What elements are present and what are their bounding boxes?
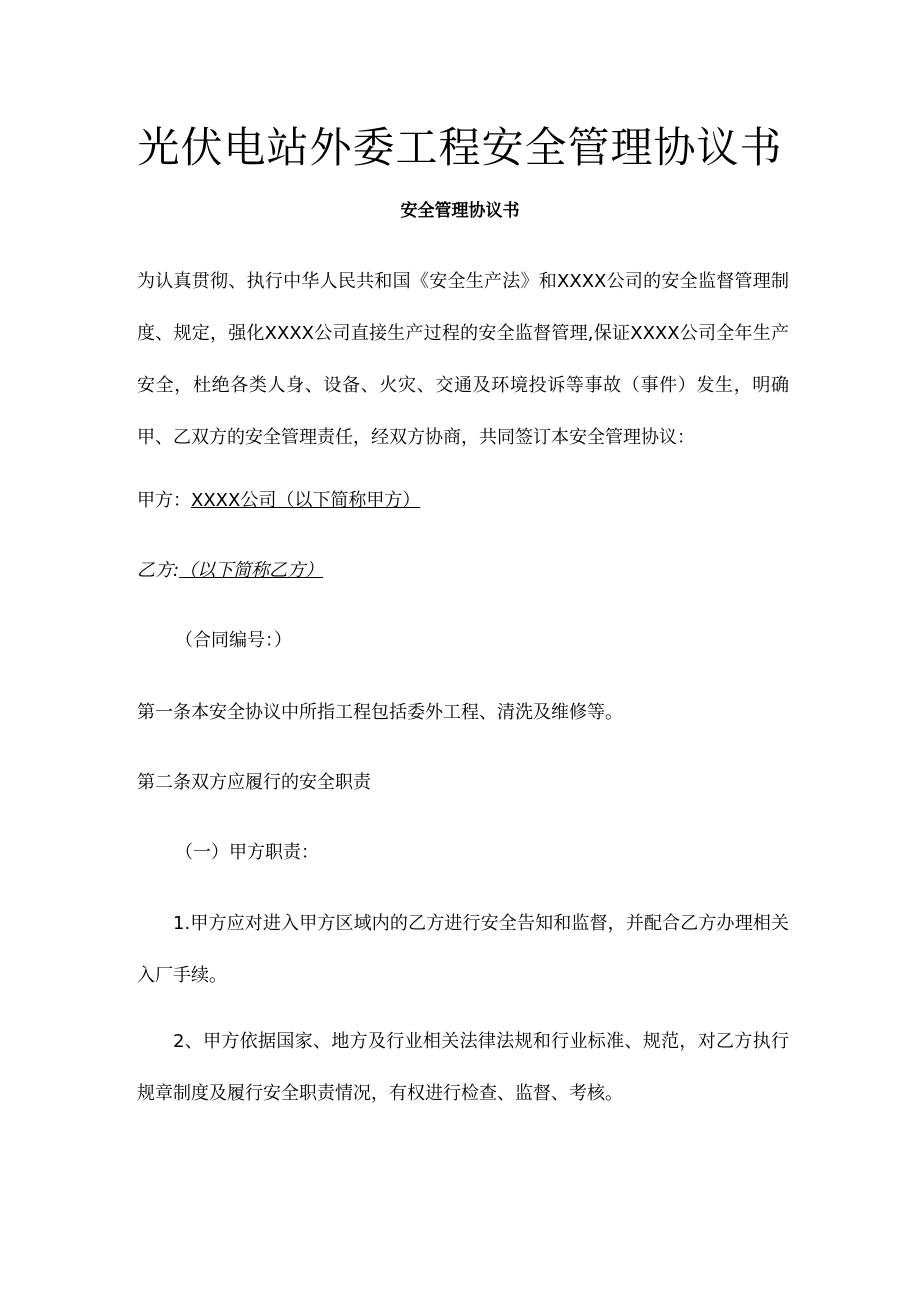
party-a-line: [137, 486, 420, 516]
party-a-value: XXXX公司（以下简称甲方）: [191, 490, 421, 511]
document-subtitle: 安全管理协议书: [400, 201, 520, 221]
party-b-line: [137, 556, 323, 586]
party-a-label: 甲方：: [137, 490, 191, 511]
intro-paragraph: 为认真贯彻、执行中华人民共和国《安全生产法》和XXXX公司的安全监督管理制度、规定，强化XXXX公司直接生产过程的安全监督管理,保证XXXX公司全年生产安全，杜绝各类人身、设备、火灾、交通及环境投诉等事故（事件）发生，明确甲、乙双方的安全管理责任，经双方协商，共同签订本安全管理协议：: [137, 271, 789, 448]
article-1: 第一条本安全协议中所指工程包括委外工程、清洗及维修等。: [137, 702, 623, 723]
party-a-duties-heading: （一）甲方职责：: [175, 842, 319, 863]
party-b-label: 乙方:: [137, 560, 180, 581]
contract-number: （合同编号：）: [175, 630, 292, 651]
duty-item-1: 1.甲方应对进入甲方区域内的乙方进行安全告知和监督，并配合乙方办理相关入厂手续。: [137, 913, 789, 986]
party-b-value: （以下简称乙方）: [179, 560, 324, 581]
document-title: 光伏电站外委工程安全管理协议书: [137, 123, 783, 172]
article-2-heading: 第二条双方应履行的安全职责: [137, 772, 371, 793]
duty-item-2: 2、甲方依据国家、地方及行业相关法律法规和行业标准、规范，对乙方执行规章制度及履行安全职责情况，有权进行检查、监督、考核。: [137, 1031, 789, 1104]
